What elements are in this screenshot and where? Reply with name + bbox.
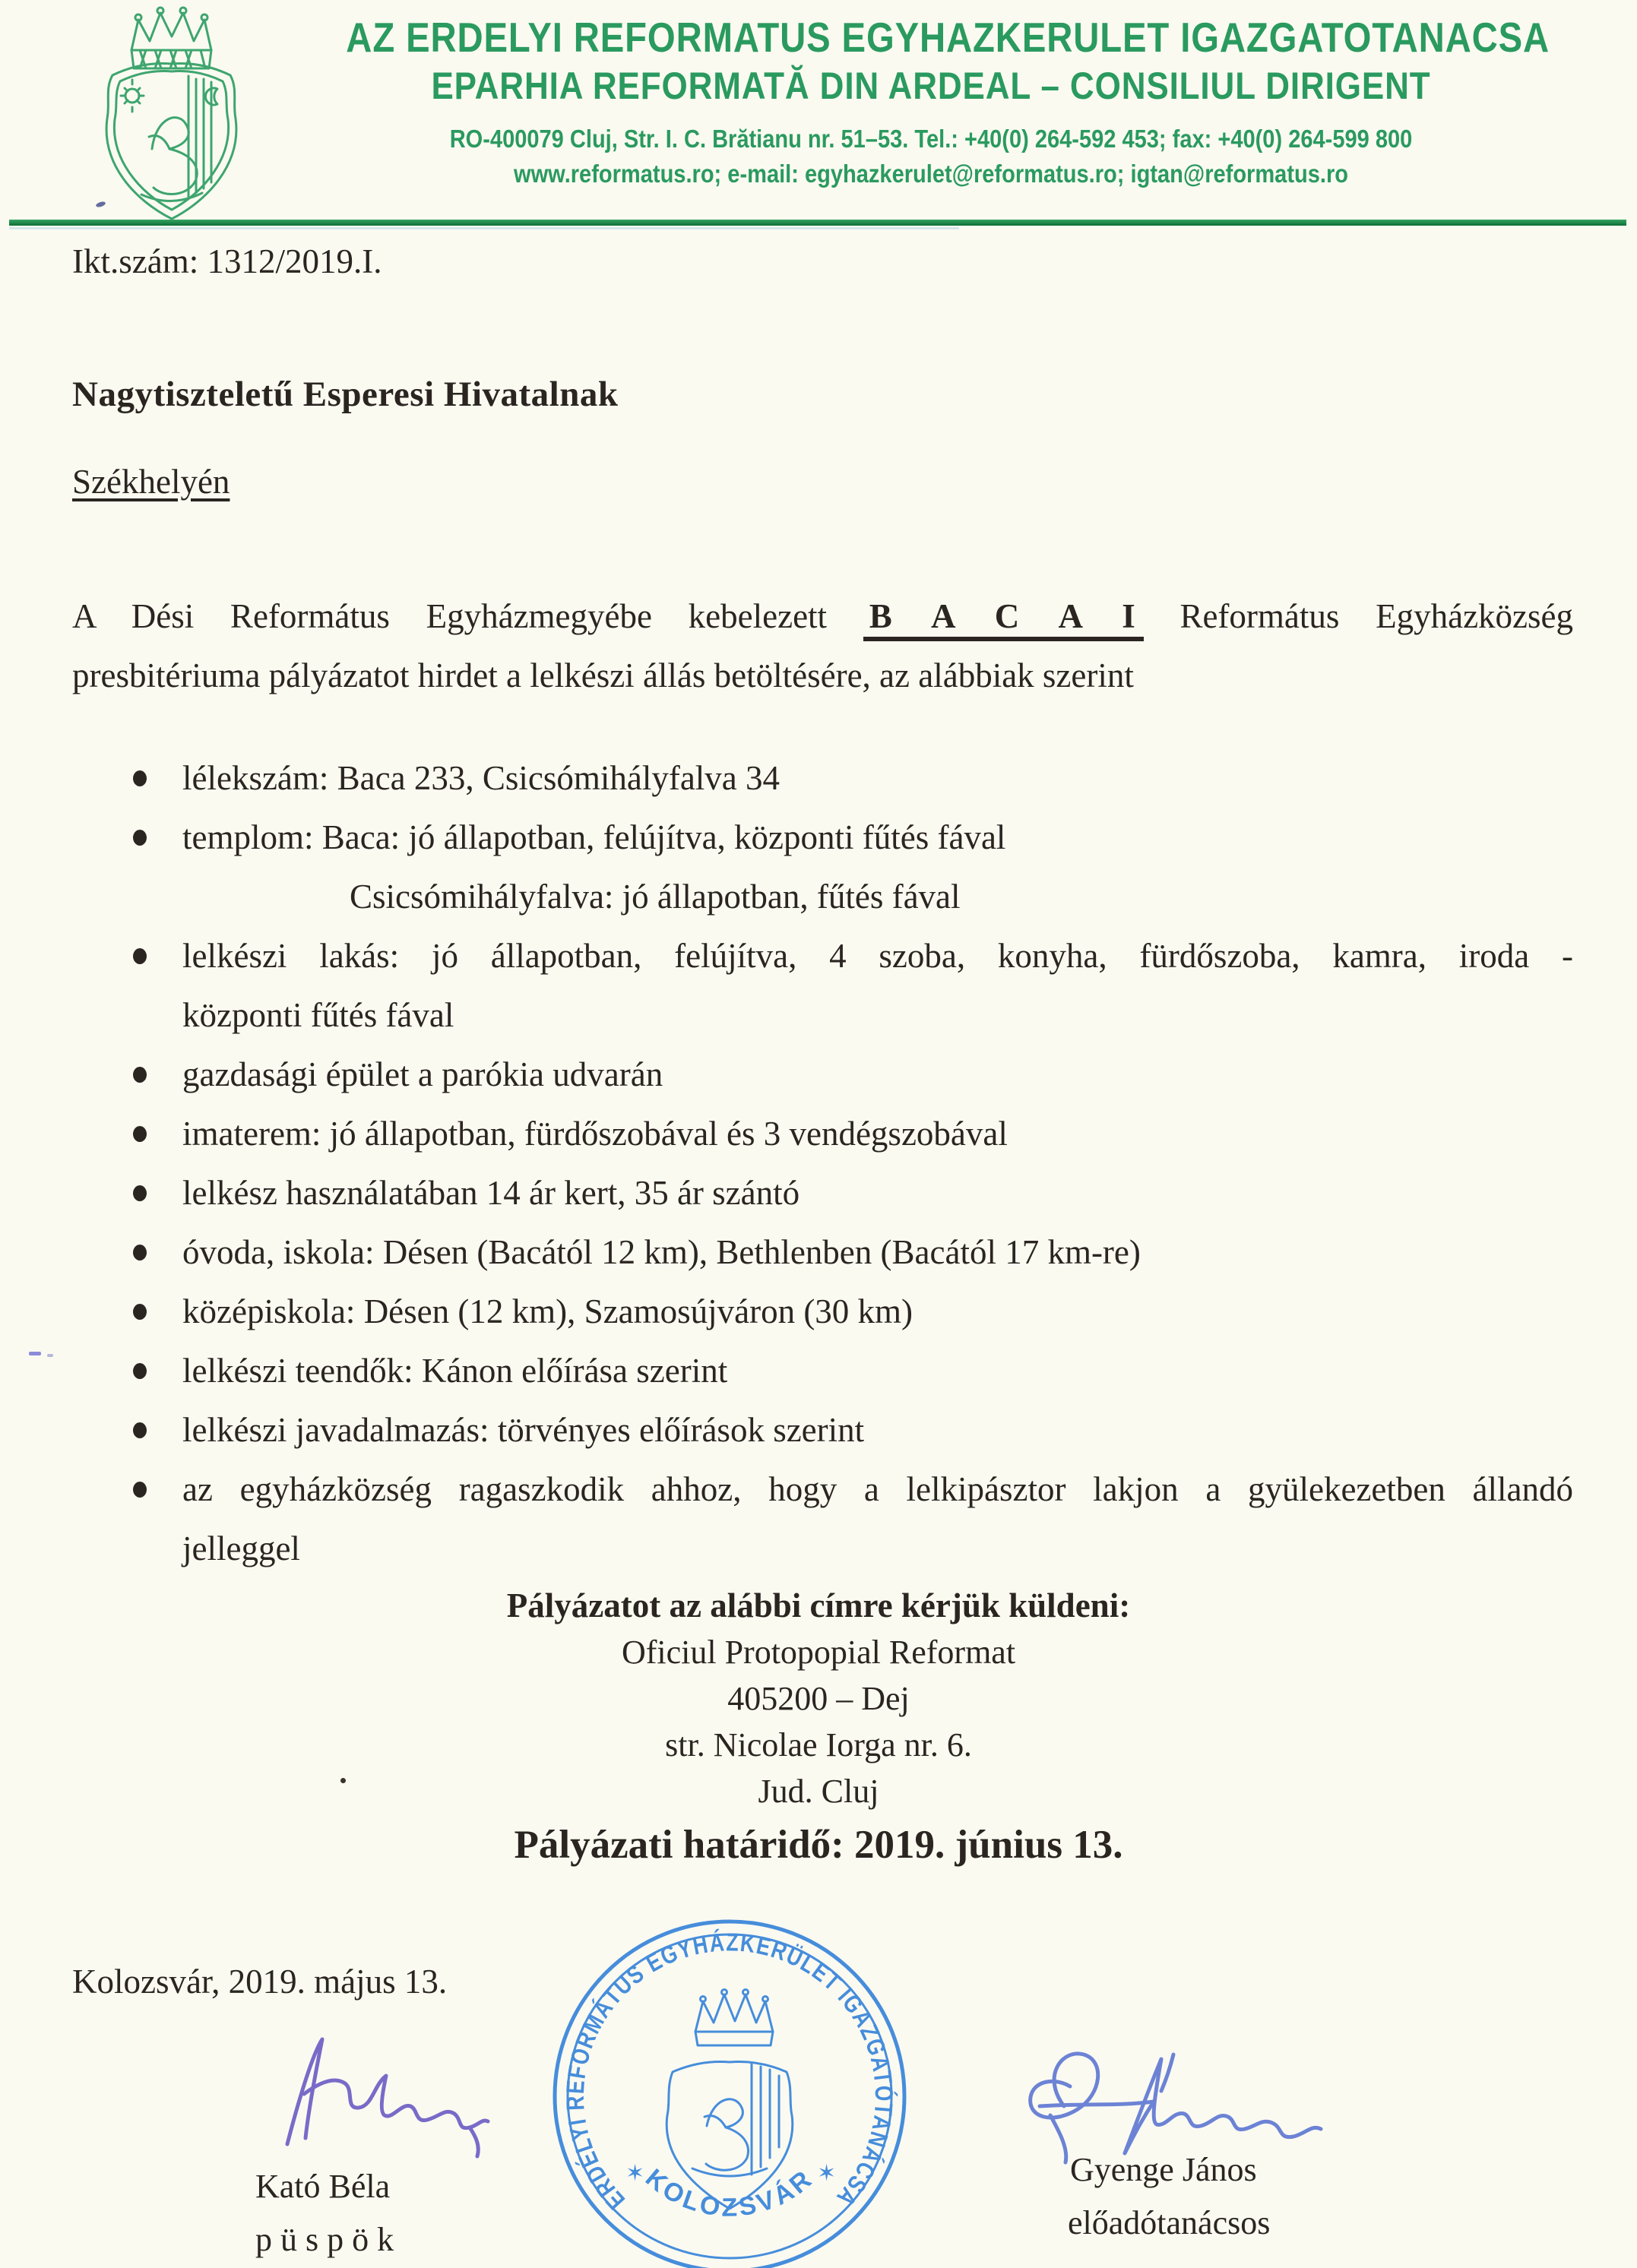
scan-artifact <box>29 1352 41 1355</box>
bullet-list-item <box>72 1400 1573 1460</box>
bullet-dot <box>133 1067 147 1083</box>
list-item-text: Csicsómihályfalva: jó állapotban, fűtés fával <box>350 878 961 916</box>
contact-web-email: www.reformatus.ro; e-mail: egyhazkerulet@reformatus.ro; igtan@reformatus.ro <box>514 160 1348 188</box>
list-continuation-line <box>72 1519 1573 1578</box>
list-item-text: imaterem: jó állapotban, fürdőszobával és 3 vendégszobával <box>182 1115 1008 1153</box>
list-continuation-line <box>72 867 1573 926</box>
address-line: 405200 – Dej <box>727 1680 910 1717</box>
application-deadline: Pályázati határidő: 2019. június 13. <box>514 1823 1123 1867</box>
header-divider <box>9 220 1626 226</box>
bullet-dot <box>133 1482 147 1498</box>
bullet-list-item <box>72 1460 1573 1519</box>
list-item-text: lelkészi javadalmazás: törvényes előírások szerint <box>182 1411 865 1449</box>
list-item-text: lelkészi lakás: jó állapotban, felújítva, 4 szoba, konyha, fürdőszoba, kamra, iroda - <box>182 937 1573 975</box>
list-item-text: gazdasági épület a parókia udvarán <box>182 1055 663 1093</box>
addressee-location: Székhelyén <box>72 463 230 501</box>
scan-artifact <box>9 227 959 229</box>
signature-ink-left <box>266 2030 502 2163</box>
bullet-dot <box>133 1363 147 1379</box>
list-item-text: lelkész használatában 14 ár kert, 35 ár szántó <box>182 1174 800 1212</box>
intro-before: A Dési Református Egyházmegyébe kebelezett <box>72 597 828 635</box>
addressee-line: Nagytiszteletű Esperesi Hivatalnak <box>72 375 619 414</box>
contact-address-phone: RO-400079 Cluj, Str. I. C. Brătianu nr. 51–53. Tel.: +40(0) 264-592 453; fax: +40(0) 264-599 800 <box>449 125 1413 153</box>
org-name-hungarian: AZ ERDELYI REFORMATUS EGYHAZKERULET IGAZGATOTANACSA <box>346 14 1550 61</box>
bullet-dot <box>133 1126 147 1142</box>
parish-name-emphasis: B A C A I <box>863 597 1144 641</box>
address-line: str. Nicolae Iorga nr. 6. <box>665 1726 972 1763</box>
svg-text:ERDÉLYI REFORMÁTUS EGYHÁZKERÜL: ERDÉLYI REFORMÁTUS EGYHÁZKERÜLET IGAZGATÓTANÁCSA <box>560 1927 899 2216</box>
bullet-dot <box>133 830 147 846</box>
intro-line-1 <box>72 587 1573 646</box>
bullet-dot <box>133 1422 147 1438</box>
svg-text:✶: ✶ <box>625 2160 645 2187</box>
letterhead <box>251 12 1611 191</box>
scan-artifact <box>340 1778 346 1783</box>
list-item-text: lélekszám: Baca 233, Csicsómihályfalva 34 <box>182 759 781 797</box>
scan-artifact <box>47 1354 53 1357</box>
letterhead-coat-of-arms-icon <box>90 3 257 223</box>
address-line: Jud. Cluj <box>758 1773 879 1810</box>
bullet-list-item <box>72 748 1573 808</box>
svg-text:KOLOZSVÁR: KOLOZSVÁR <box>640 2163 819 2222</box>
org-name-romanian: EPARHIA REFORMATĂ DIN ARDEAL – CONSILIUL DIRIGENT <box>431 65 1431 107</box>
bullet-list-item <box>72 1104 1573 1163</box>
signatory-title-left: p ü s p ö k <box>255 2221 394 2258</box>
official-seal-stamp <box>543 1916 916 2268</box>
list-item-text: az egyházközség ragaszkodik ahhoz, hogy a lelkipásztor lakjon a gyülekezetben állandó <box>182 1470 1573 1508</box>
list-item-text: jelleggel <box>182 1529 300 1567</box>
bullet-list-item <box>72 1282 1573 1341</box>
list-item-text: óvoda, iskola: Désen (Bacától 12 km), Bethlenben (Bacától 17 km-re) <box>182 1233 1141 1271</box>
submission-lines <box>0 1629 1637 1814</box>
address-line: Oficiul Protopopial Reformat <box>621 1634 1016 1671</box>
svg-text:✶: ✶ <box>817 2160 837 2187</box>
bullet-dot <box>133 1185 147 1201</box>
intro-line-2: presbitériuma pályázatot hirdet a lelkészi állás betöltésére, az alábbiak szerint <box>72 656 1134 694</box>
list-item-text: középiskola: Désen (12 km), Szamosújváron (30 km) <box>182 1292 913 1330</box>
list-item-text: központi fűtés fával <box>182 996 454 1034</box>
bullet-dot <box>133 948 147 964</box>
list-continuation-line <box>72 985 1573 1045</box>
bullet-list-item <box>72 1341 1573 1400</box>
intro-paragraph <box>72 587 1573 705</box>
bullet-list-item <box>72 1163 1573 1223</box>
submission-address-block <box>0 1582 1637 1814</box>
bullet-dot <box>133 1245 147 1261</box>
bullet-list-item <box>72 1223 1573 1282</box>
reference-number: Ikt.szám: 1312/2019.I. <box>72 242 382 280</box>
bullet-list-item <box>72 926 1573 985</box>
bullet-list-item <box>72 808 1573 867</box>
dateline: Kolozsvár, 2019. május 13. <box>72 1963 448 2001</box>
bullet-list-item <box>72 1045 1573 1104</box>
submission-heading: Pályázatot az alábbi címre kérjük küldeni: <box>506 1586 1131 1624</box>
bullet-dot <box>133 1304 147 1320</box>
list-item-text: lelkészi teendők: Kánon előírása szerint <box>182 1352 728 1390</box>
list-item-text: templom: Baca: jó állapotban, felújítva, központi fűtés fával <box>182 818 1006 856</box>
signatory-name-right: Gyenge János <box>1070 2151 1257 2188</box>
intro-after: Református Egyházközség <box>1179 597 1573 635</box>
signatory-title-right: előadótanácsos <box>1068 2204 1271 2241</box>
bullet-list <box>72 748 1573 1578</box>
signatory-name-left: Kató Béla <box>255 2168 391 2205</box>
bullet-dot <box>133 770 147 786</box>
